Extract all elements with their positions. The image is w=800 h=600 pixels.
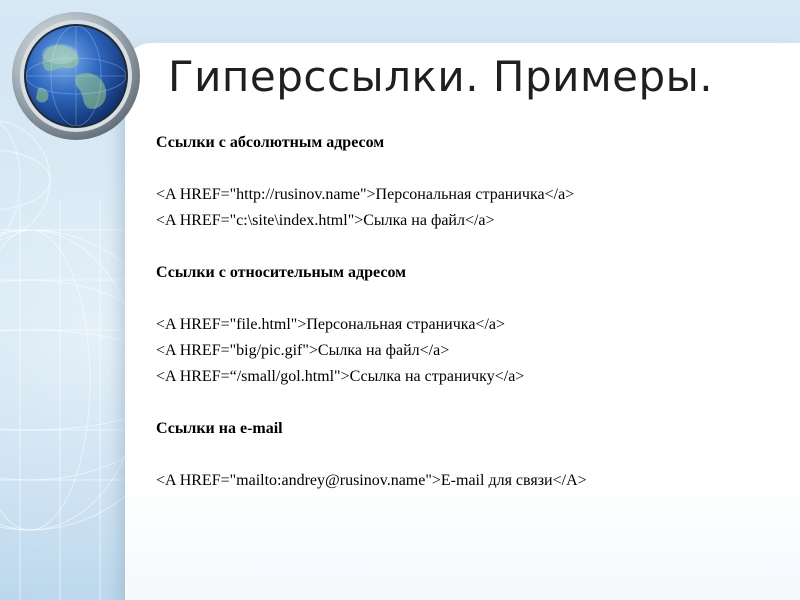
spacer: [156, 156, 776, 182]
spacer: [156, 234, 776, 260]
code-line: <A HREF="mailto:andrey@rusinov.name">E-mail для связи</A>: [156, 472, 587, 489]
globe-icon: [8, 8, 144, 144]
section-heading-relative: Ссылки с относительным адресом: [156, 264, 407, 281]
spacer: [156, 442, 776, 468]
code-line: <A HREF="http://rusinov.name">Персональная страничка</a>: [156, 186, 575, 203]
section-heading-absolute: Ссылки с абсолютным адресом: [156, 134, 385, 151]
slide-body: [156, 130, 776, 494]
slide-title: Гиперссылки. Примеры.: [168, 52, 714, 101]
code-line: <A HREF="file.html">Персональная страничка</a>: [156, 316, 506, 333]
code-line: <A HREF="c:\site\index.html">Сылка на файл</a>: [156, 212, 495, 229]
code-line: <A HREF=“/small/gol.html">Ссылка на страничку</a>: [156, 368, 525, 385]
section-heading-email: Ссылки на e-mail: [156, 420, 283, 437]
spacer: [156, 390, 776, 416]
spacer: [156, 286, 776, 312]
code-line: <A HREF="big/pic.gif">Сылка на файл</a>: [156, 342, 450, 359]
